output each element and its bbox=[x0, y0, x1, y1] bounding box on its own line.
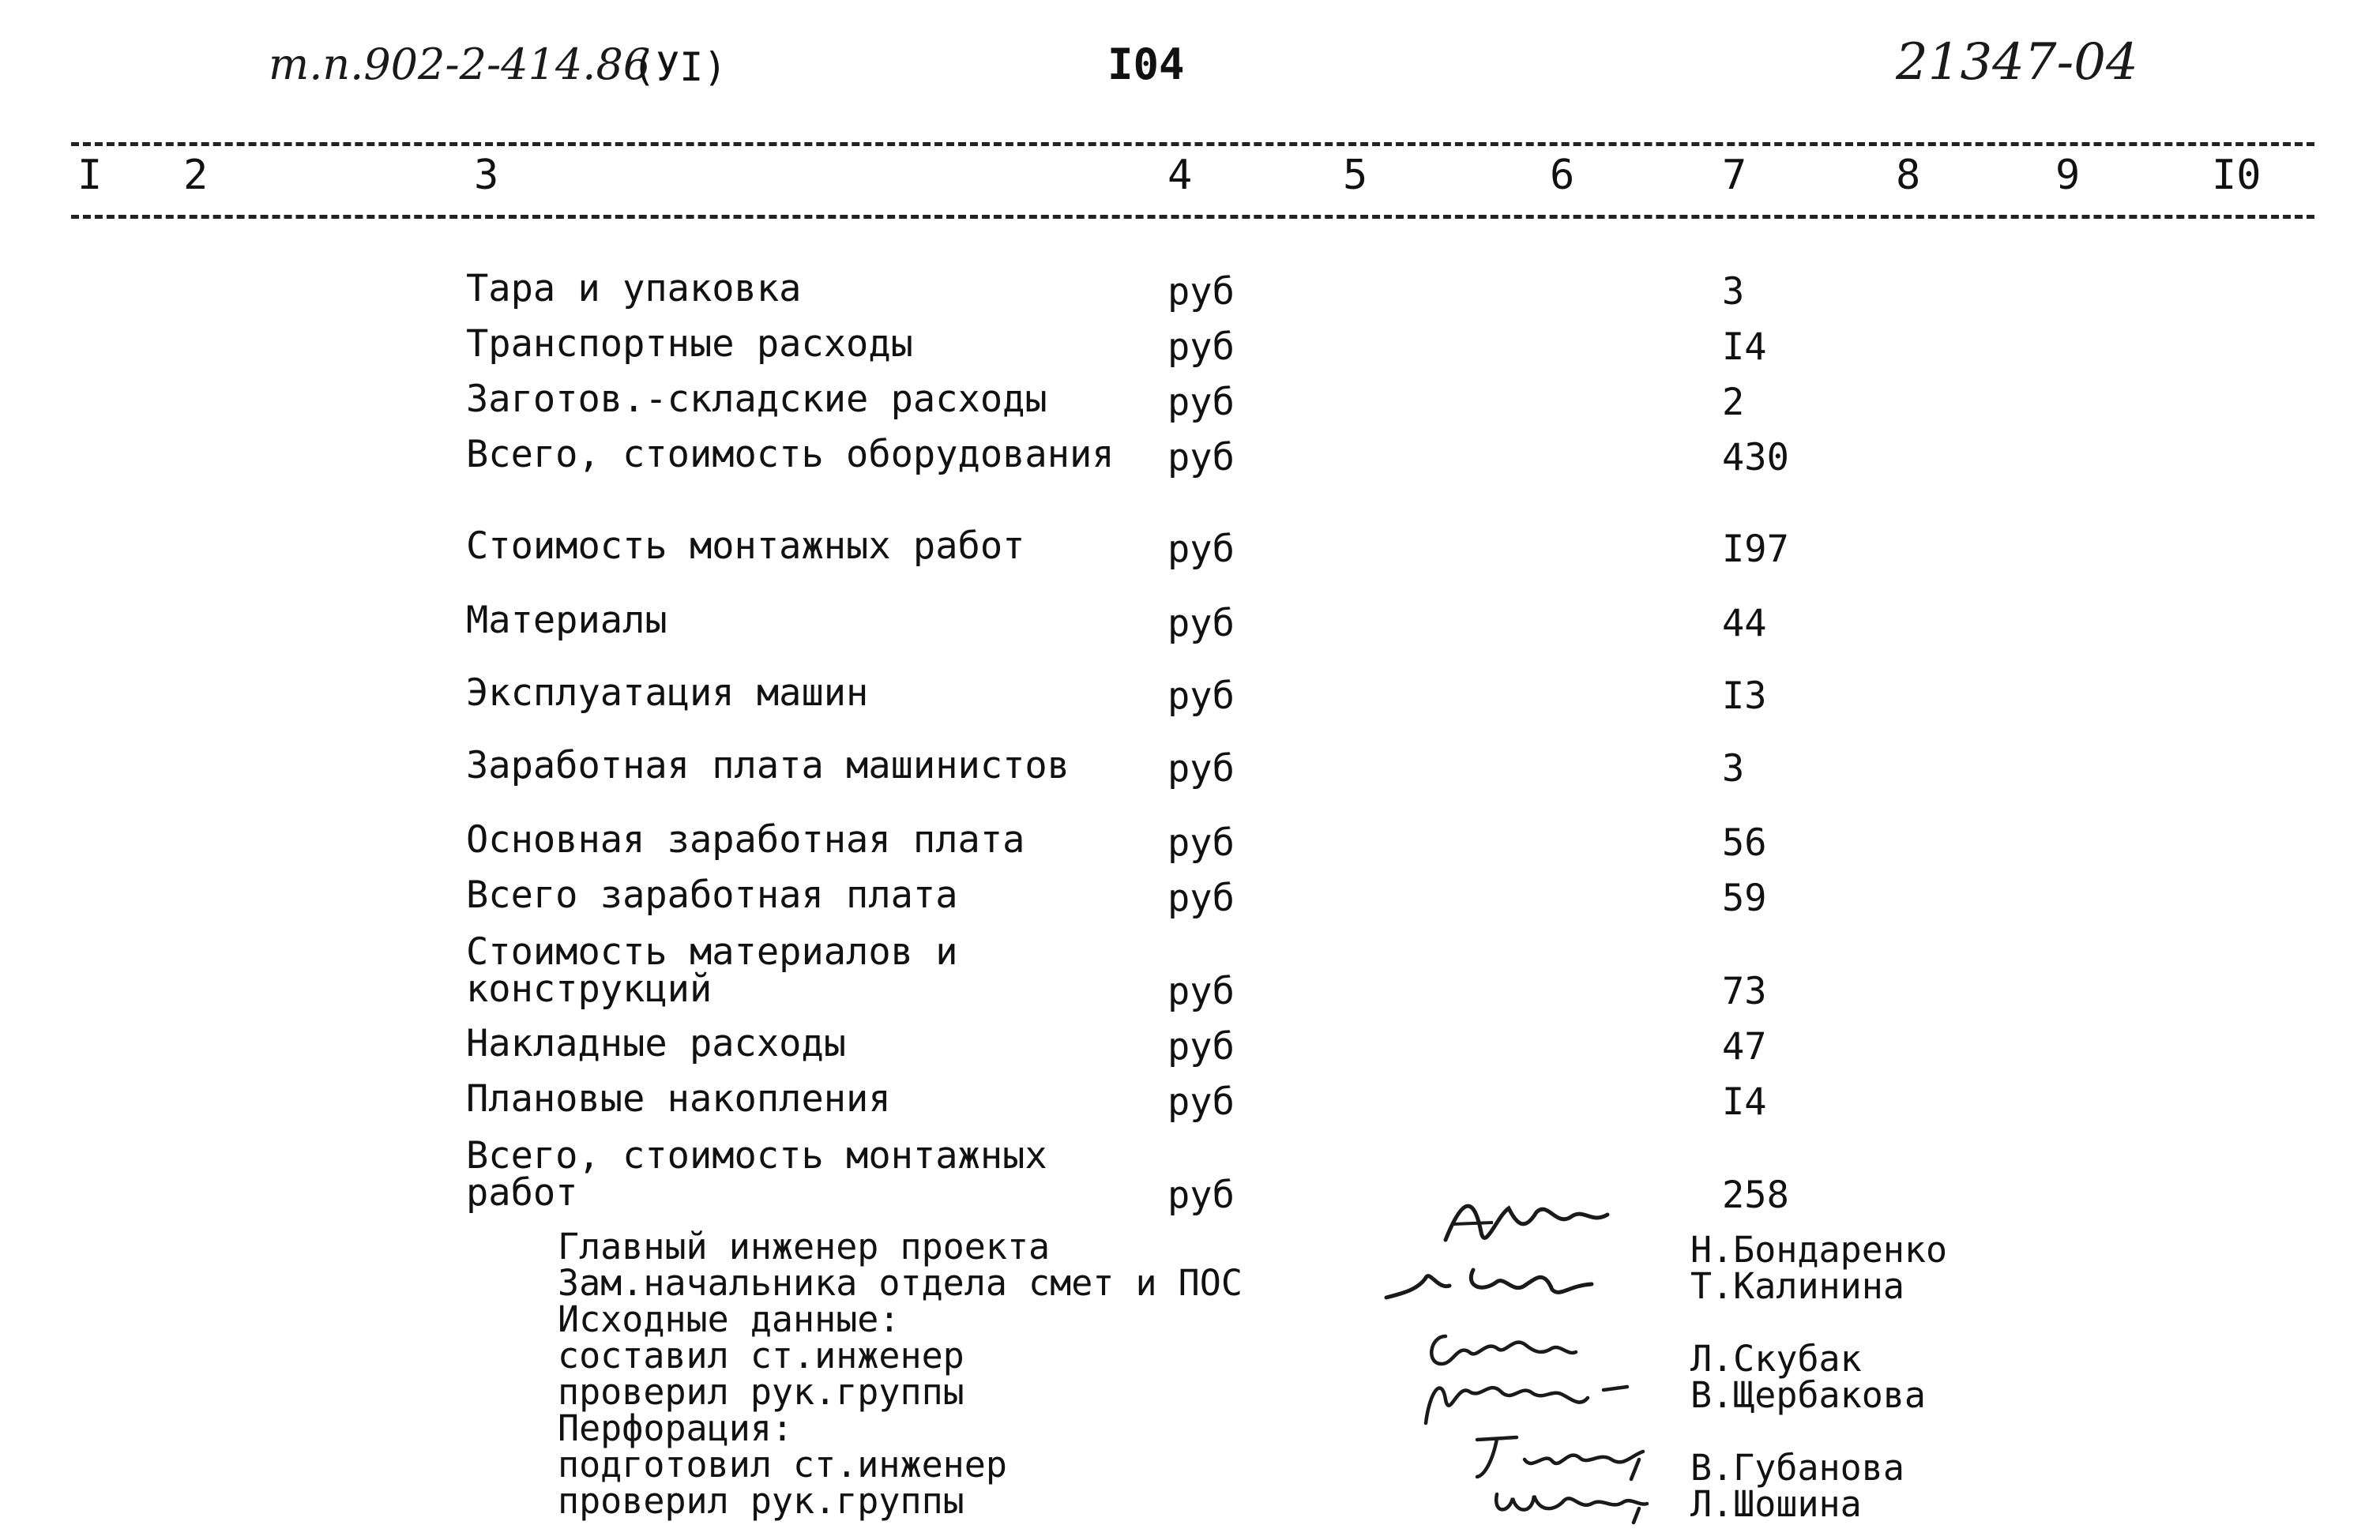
column-number-8: 8 bbox=[1896, 152, 1921, 199]
row-unit: руб bbox=[1167, 674, 1235, 718]
row-unit: руб bbox=[1167, 528, 1235, 571]
row-label: Заготов.-складские расходы bbox=[466, 377, 1047, 421]
row-unit: руб bbox=[1167, 381, 1235, 424]
header-rule-bottom bbox=[71, 215, 2314, 219]
signature-name: Л.Шошина bbox=[1690, 1483, 1862, 1525]
row-unit: руб bbox=[1167, 325, 1235, 369]
signature-mark-shoshina bbox=[1485, 1471, 1659, 1526]
row-label: Всего, стоимость монтажных работ bbox=[466, 1134, 1047, 1215]
row-value: 59 bbox=[1722, 877, 1767, 920]
column-number-7: 7 bbox=[1722, 152, 1747, 199]
row-value: 56 bbox=[1722, 821, 1767, 865]
row-label: Основная заработная плата bbox=[466, 818, 1025, 862]
row-value: 44 bbox=[1722, 602, 1767, 645]
signature-role: составил ст.инженер bbox=[558, 1335, 964, 1377]
signature-role: проверил рук.группы bbox=[558, 1480, 964, 1522]
column-number-4: 4 bbox=[1167, 152, 1193, 199]
signature-name: Л.Скубак bbox=[1690, 1338, 1862, 1380]
doc-code: т.п.902-2-414.86 bbox=[269, 39, 651, 89]
signature-name: Т.Калинина bbox=[1690, 1265, 1904, 1307]
row-unit: руб bbox=[1167, 1174, 1235, 1217]
archive-number: 21347-04 bbox=[1896, 33, 2138, 92]
signature-role: Исходные данные: bbox=[558, 1298, 900, 1340]
row-unit: руб bbox=[1167, 270, 1235, 314]
row-unit: руб bbox=[1167, 436, 1235, 479]
signature-name: В.Щербакова bbox=[1690, 1374, 1927, 1416]
signature-role: Зам.начальника отдела смет и ПОС bbox=[558, 1262, 1243, 1304]
volume-label: (УI) bbox=[632, 44, 728, 90]
row-label: Всего заработная плата bbox=[466, 873, 958, 917]
row-label: Транспортные расходы bbox=[466, 322, 913, 366]
row-unit: руб bbox=[1167, 1080, 1235, 1124]
row-unit: руб bbox=[1167, 877, 1235, 920]
row-label: Заработная плата машинистов bbox=[466, 744, 1070, 787]
row-label: Всего, стоимость оборудования bbox=[466, 433, 1115, 476]
signature-mark-kalinina bbox=[1378, 1254, 1607, 1309]
signature-role: Перфорация: bbox=[558, 1407, 794, 1449]
row-value: I3 bbox=[1722, 674, 1767, 718]
row-label: Стоимость монтажных работ bbox=[466, 524, 1025, 568]
row-value: 3 bbox=[1722, 747, 1745, 791]
signature-mark-bondarenko bbox=[1438, 1185, 1619, 1264]
row-unit: руб bbox=[1167, 821, 1235, 865]
row-label: Плановые накопления bbox=[466, 1077, 891, 1121]
row-label: Стоимость материалов и конструкций bbox=[466, 930, 958, 1011]
row-unit: руб bbox=[1167, 970, 1235, 1013]
column-number-5: 5 bbox=[1343, 152, 1368, 199]
column-number-3: 3 bbox=[474, 152, 499, 199]
row-value: 258 bbox=[1722, 1174, 1789, 1217]
row-value: I4 bbox=[1722, 1080, 1767, 1124]
signature-role: подготовил ст.инженер bbox=[558, 1444, 1007, 1486]
column-number-9: 9 bbox=[2055, 152, 2081, 199]
signature-name: В.Губанова bbox=[1690, 1447, 1904, 1489]
row-value: 73 bbox=[1722, 970, 1767, 1013]
row-label: Тара и упаковка bbox=[466, 267, 802, 310]
column-number-10: I0 bbox=[2212, 152, 2262, 199]
row-unit: руб bbox=[1167, 602, 1235, 645]
signature-mark-shcherbakova bbox=[1414, 1360, 1635, 1431]
column-number-6: 6 bbox=[1550, 152, 1575, 199]
column-number-1: I bbox=[77, 152, 103, 199]
header-rule-top bbox=[71, 142, 2314, 146]
row-label: Материалы bbox=[466, 599, 667, 642]
row-value: 47 bbox=[1722, 1025, 1767, 1069]
row-unit: руб bbox=[1167, 1025, 1235, 1069]
signature-role: Главный инженер проекта bbox=[558, 1226, 1051, 1268]
row-unit: руб bbox=[1167, 747, 1235, 791]
row-label: Эксплуатация машин bbox=[466, 671, 869, 715]
page-number: I04 bbox=[1107, 39, 1185, 89]
row-label: Накладные расходы bbox=[466, 1022, 847, 1065]
column-number-2: 2 bbox=[183, 152, 209, 199]
signature-name: Н.Бондаренко bbox=[1690, 1229, 1948, 1271]
row-value: I97 bbox=[1722, 528, 1789, 571]
row-value: 3 bbox=[1722, 270, 1745, 314]
signature-role: проверил рук.группы bbox=[558, 1371, 964, 1413]
row-value: 2 bbox=[1722, 381, 1745, 424]
row-value: 430 bbox=[1722, 436, 1789, 479]
row-value: I4 bbox=[1722, 325, 1767, 369]
